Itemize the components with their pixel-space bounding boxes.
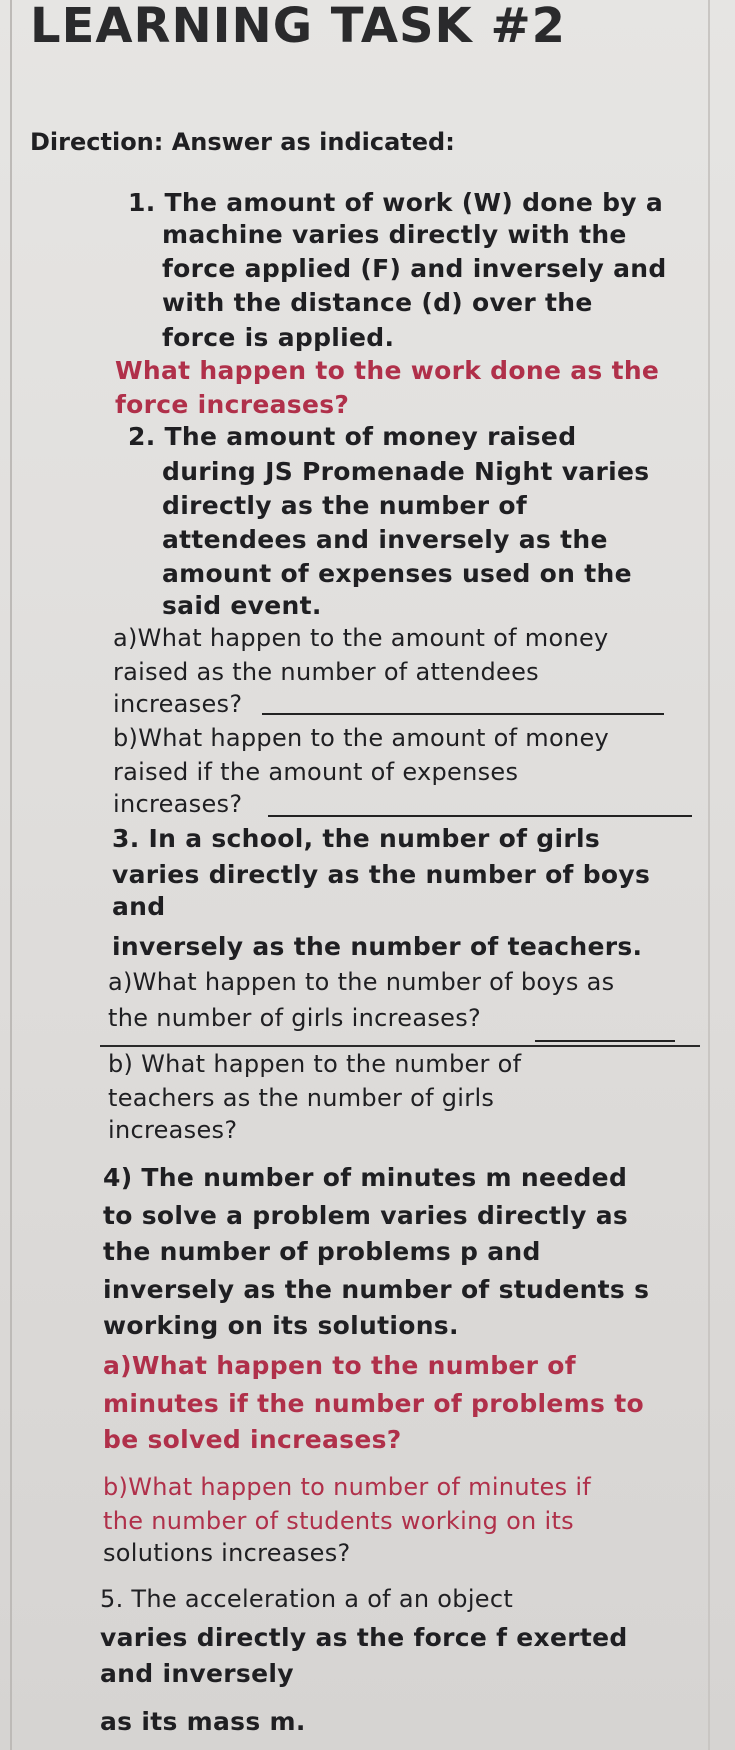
q4b-line-2: the number of students working on its	[103, 1507, 574, 1535]
q1-line-2: machine varies directly with the	[162, 220, 627, 249]
q3b-line-2: teachers as the number of girls	[108, 1084, 495, 1112]
q3b-line-3: increases?	[108, 1116, 238, 1144]
q1-line-4: with the distance (d) over the	[162, 288, 593, 317]
q3b-line-1: b) What happen to the number of	[108, 1050, 522, 1078]
q2a-line-1: a)What happen to the amount of money	[113, 624, 609, 652]
q5-line-2: varies directly as the force f exerted	[100, 1623, 628, 1652]
q4-line-2: to solve a problem varies directly as	[103, 1201, 629, 1230]
q3-line-4: inversely as the number of teachers.	[112, 932, 643, 961]
q2a-line-3: increases?	[113, 690, 243, 718]
q4-line-4: inversely as the number of students s	[103, 1275, 650, 1304]
direction-text: Direction: Answer as indicated:	[30, 128, 455, 156]
q3-line-2: varies directly as the number of boys	[112, 860, 651, 889]
q1-line-3: force applied (F) and inversely and	[162, 254, 667, 283]
q3-line-3: and	[112, 892, 166, 921]
q4a-line-2: minutes if the number of problems to	[103, 1389, 644, 1418]
q1-question-line-1: What happen to the work done as the	[115, 356, 660, 385]
q2-line-2: during JS Promenade Night varies	[162, 457, 650, 486]
q4a-line-3: be solved increases?	[103, 1425, 402, 1454]
q2-line-6: said event.	[162, 591, 322, 620]
q2a-line-2: raised as the number of attendees	[113, 658, 539, 686]
q2b-line-2: raised if the amount of expenses	[113, 758, 519, 786]
q1-line-1: 1. The amount of work (W) done by a	[128, 188, 664, 217]
horizontal-rule	[100, 1045, 700, 1047]
q4b-line-3: solutions increases?	[103, 1539, 351, 1567]
q4a-line-1: a)What happen to the number of	[103, 1351, 576, 1380]
q5-line-3: and inversely	[100, 1659, 294, 1688]
answer-blank-q2a	[262, 713, 664, 715]
q4-line-1: 4) The number of minutes m needed	[103, 1163, 628, 1192]
q1-line-5: force is applied.	[162, 323, 395, 352]
q4b-line-1: b)What happen to number of minutes if	[103, 1473, 592, 1501]
q2-line-4: attendees and inversely as the	[162, 525, 608, 554]
q2-line-5: amount of expenses used on the	[162, 559, 632, 588]
q5-line-4: as its mass m.	[100, 1707, 306, 1736]
answer-blank-q2b	[268, 815, 692, 817]
q3-line-1: 3. In a school, the number of girls	[112, 824, 601, 853]
q4-line-5: working on its solutions.	[103, 1311, 459, 1340]
q5-line-1: 5. The acceleration a of an object	[100, 1585, 514, 1613]
page-border-left	[10, 0, 12, 1750]
q1-question-line-2: force increases?	[115, 390, 350, 419]
q2-line-3: directly as the number of	[162, 491, 528, 520]
page-title: LEARNING TASK #2	[30, 0, 567, 54]
q3a-line-2: the number of girls increases?	[108, 1004, 482, 1032]
q2b-line-1: b)What happen to the amount of money	[113, 724, 610, 752]
page-border-right	[708, 0, 710, 1750]
q4-line-3: the number of problems p and	[103, 1237, 541, 1266]
q2b-line-3: increases?	[113, 790, 243, 818]
q3a-line-1: a)What happen to the number of boys as	[108, 968, 615, 996]
answer-blank-q3a	[535, 1040, 675, 1042]
q2-line-1: 2. The amount of money raised	[128, 422, 577, 451]
